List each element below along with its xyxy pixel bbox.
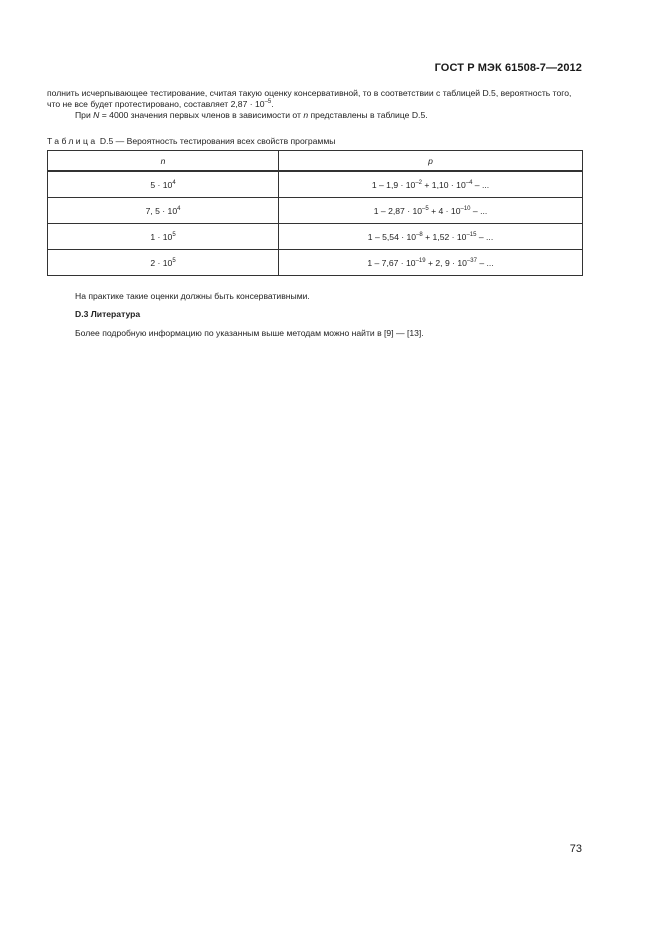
p-term-2: + 4 · 10 bbox=[428, 205, 461, 216]
table-header-row bbox=[48, 151, 583, 172]
p-term-1: 1 – 2,87 · 10 bbox=[373, 205, 423, 216]
exponent: –5 bbox=[264, 99, 272, 105]
p-term-2: + 2, 9 · 10 bbox=[425, 257, 467, 268]
n-exponent: 4 bbox=[172, 179, 176, 186]
p-exponent-1: –8 bbox=[416, 231, 423, 238]
cell-n bbox=[48, 224, 279, 250]
p-exponent-2: –10 bbox=[460, 205, 471, 212]
p-ellipsis: – ... bbox=[472, 179, 490, 190]
p-ellipsis: – ... bbox=[476, 257, 494, 268]
table-label: Таблица bbox=[47, 136, 98, 146]
n-exponent: 4 bbox=[177, 205, 181, 212]
p-exponent-1: –19 bbox=[415, 257, 426, 264]
text-fragment: = 4000 значения первых членов в зависимости от bbox=[99, 110, 304, 120]
intro-paragraph bbox=[47, 88, 583, 110]
n-exponent: 5 bbox=[172, 231, 176, 238]
text-fragment: При bbox=[75, 110, 94, 120]
p-exponent-2: –4 bbox=[465, 179, 473, 186]
p-term-2: + 1,52 · 10 bbox=[422, 231, 467, 242]
p-ellipsis: – ... bbox=[470, 205, 488, 216]
p-term-1: 1 – 5,54 · 10 bbox=[367, 231, 417, 242]
intro-text: полнить исчерпывающее тестирование, считая такую оценку консервативной, то в соответствии с таблицей D.5, вероятность того, что не все будет протестировано, составляет 2,87 · 10 bbox=[47, 88, 572, 109]
literature-text: Более подробную информацию по указанным выше методам можно найти в [9] — [13]. bbox=[75, 328, 424, 338]
cell-p bbox=[279, 198, 583, 224]
table-row bbox=[48, 224, 583, 250]
n-base: 5 · 10 bbox=[150, 179, 173, 190]
table-row bbox=[48, 171, 583, 198]
cell-n bbox=[48, 198, 279, 224]
document-code-header: ГОСТ Р МЭК 61508-7—2012 bbox=[434, 62, 582, 74]
p-exponent-2: –15 bbox=[466, 231, 477, 238]
n-base: 7, 5 · 10 bbox=[145, 205, 178, 216]
text-fragment: представлены в таблице D.5. bbox=[308, 110, 428, 120]
table-row bbox=[48, 198, 583, 224]
variable-n: n bbox=[303, 110, 309, 120]
intro-end: . bbox=[271, 99, 274, 109]
n-exponent: 5 bbox=[172, 257, 176, 264]
n-base: 2 · 10 bbox=[150, 257, 173, 268]
p-exponent-2: –37 bbox=[466, 257, 477, 264]
page-number: 73 bbox=[569, 843, 582, 855]
cell-p bbox=[279, 224, 583, 250]
p-term-1: 1 – 7,67 · 10 bbox=[367, 257, 416, 268]
cell-n bbox=[48, 250, 279, 276]
sample-size-paragraph bbox=[47, 110, 611, 121]
section-heading: D.3 Литература bbox=[75, 309, 141, 319]
p-ellipsis: – ... bbox=[476, 231, 494, 242]
cell-p bbox=[279, 250, 583, 276]
column-header-p: p bbox=[279, 151, 583, 172]
p-exponent-1: –5 bbox=[422, 205, 429, 212]
p-term-2: + 1,10 · 10 bbox=[422, 179, 466, 190]
cell-n bbox=[48, 171, 279, 198]
p-exponent-1: –2 bbox=[415, 179, 423, 186]
column-header-n: n bbox=[48, 151, 279, 172]
table-caption bbox=[47, 136, 335, 146]
variable-N: N bbox=[93, 110, 100, 120]
probability-table bbox=[47, 150, 583, 276]
conclusion-text: На практике такие оценки должны быть консервативными. bbox=[75, 291, 310, 301]
table-title: D.5 — Вероятность тестирования всех свойств программы bbox=[97, 136, 336, 146]
cell-p bbox=[279, 171, 583, 198]
p-term-1: 1 – 1,9 · 10 bbox=[371, 179, 416, 190]
table-row bbox=[48, 250, 583, 276]
n-base: 1 · 10 bbox=[150, 231, 173, 242]
